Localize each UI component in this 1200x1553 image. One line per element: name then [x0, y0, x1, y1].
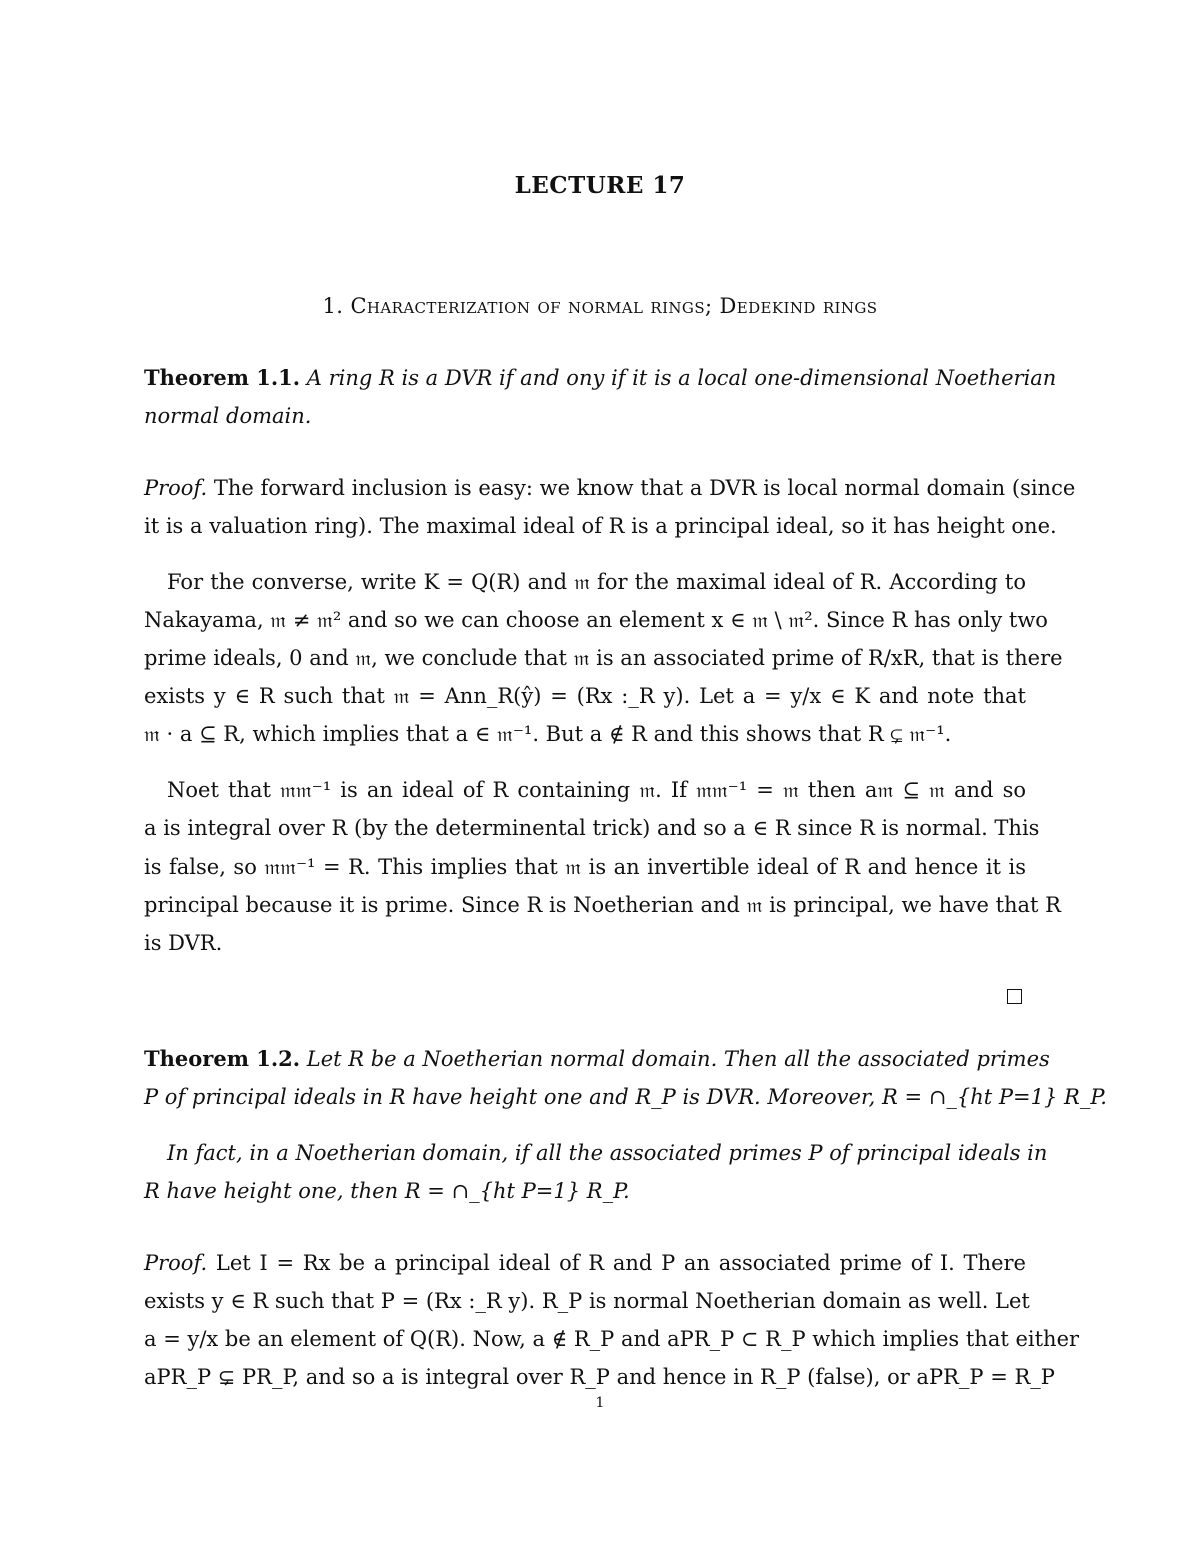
theorem-1-2-line-2: P of principal ideals in R have height one and R_P is DVR. Moreover, R = ∩_{ht P=1} R_P. [144, 1085, 1107, 1109]
proof-1-para2-line-2: Nakayama, 𝔪 ≠ 𝔪² and so we can choose an element x ∈ 𝔪 \ 𝔪². Since R has only two [144, 608, 1048, 632]
theorem-1-2-label: Theorem 1.2. [144, 1046, 301, 1071]
proof-1-para2-line-5: 𝔪 · a ⊆ R, which implies that a ∈ 𝔪⁻¹. But a ∉ R and this shows that R ⊊ 𝔪⁻¹. [144, 722, 952, 746]
proof-1-para3-line-1: Noet that 𝔪𝔪⁻¹ is an ideal of R containing 𝔪. If 𝔪𝔪⁻¹ = 𝔪 then a𝔪 ⊆ 𝔪 and so [167, 778, 1026, 802]
proof-1-para2-line-4: exists y ∈ R such that 𝔪 = Ann_R(ŷ) = (Rx :_R y). Let a = y/x ∈ K and note that [144, 684, 1026, 708]
proof-1-para2-line-1: For the converse, write K = Q(R) and 𝔪 for the maximal ideal of R. According to [167, 570, 1026, 594]
theorem-1-1-label: Theorem 1.1. [144, 365, 301, 390]
proof-1-text: The forward inclusion is easy: we know that a DVR is local normal domain (since [213, 476, 1076, 500]
qed-square-icon [1007, 989, 1022, 1004]
theorem-1-1-line-1 [144, 364, 1057, 392]
proof-1-para3-line-2: a is integral over R (by the determinental trick) and so a ∈ R since R is normal. This [144, 816, 1040, 840]
proof-2-line-4: aPR_P ⊊ PR_P, and so a is integral over R_P and hence in R_P (false), or aPR_P = R_P [144, 1365, 1055, 1389]
theorem-1-2-line-1 [144, 1045, 1050, 1073]
theorem-1-1-line-2: normal domain. [144, 404, 312, 428]
theorem-1-1-text: A ring R is a DVR if and ony if it is a local one-dimensional Noetherian [306, 366, 1057, 390]
proof-1-para3-line-4: principal because it is prime. Since R is Noetherian and 𝔪 is principal, we have that R [144, 893, 1061, 917]
theorem-1-2-remark-line-2: R have height one, then R = ∩_{ht P=1} R_P. [144, 1179, 630, 1203]
proof-1-para3-line-5: is DVR. [144, 931, 223, 955]
proof-1-para3-line-3: is false, so 𝔪𝔪⁻¹ = R. This implies that 𝔪 is an invertible ideal of R and hence it is [144, 855, 1026, 879]
proof-label: Proof. [144, 476, 208, 500]
proof-1-para2-line-3: prime ideals, 0 and 𝔪, we conclude that 𝔪 is an associated prime of R/xR, that is there [144, 646, 1063, 670]
proof-2-text: Let I = Rx be a principal ideal of R and P an associated prime of I. There [215, 1251, 1026, 1275]
proof-1-line-2: it is a valuation ring). The maximal ideal of R is a principal ideal, so it has height one. [144, 514, 1057, 538]
proof-2-line-1 [144, 1249, 1026, 1277]
proof-2-line-3: a = y/x be an element of Q(R). Now, a ∉ R_P and aPR_P ⊂ R_P which implies that either [144, 1327, 1080, 1351]
section-heading: 1. Characterization of normal rings; Dedekind rings [322, 294, 878, 318]
lecture-title: LECTURE 17 [514, 172, 686, 199]
page-number: 1 [595, 1395, 605, 1411]
proof-2-line-2: exists y ∈ R such that P = (Rx :_R y). R_P is normal Noetherian domain as well. Let [144, 1289, 1030, 1313]
theorem-1-2-remark-line-1: In fact, in a Noetherian domain, if all the associated primes P of principal ideals in [167, 1141, 1048, 1165]
theorem-1-2-text: Let R be a Noetherian normal domain. Then all the associated primes [306, 1047, 1050, 1071]
proof-1-line-1 [144, 474, 1076, 502]
proof-label: Proof. [144, 1251, 208, 1275]
